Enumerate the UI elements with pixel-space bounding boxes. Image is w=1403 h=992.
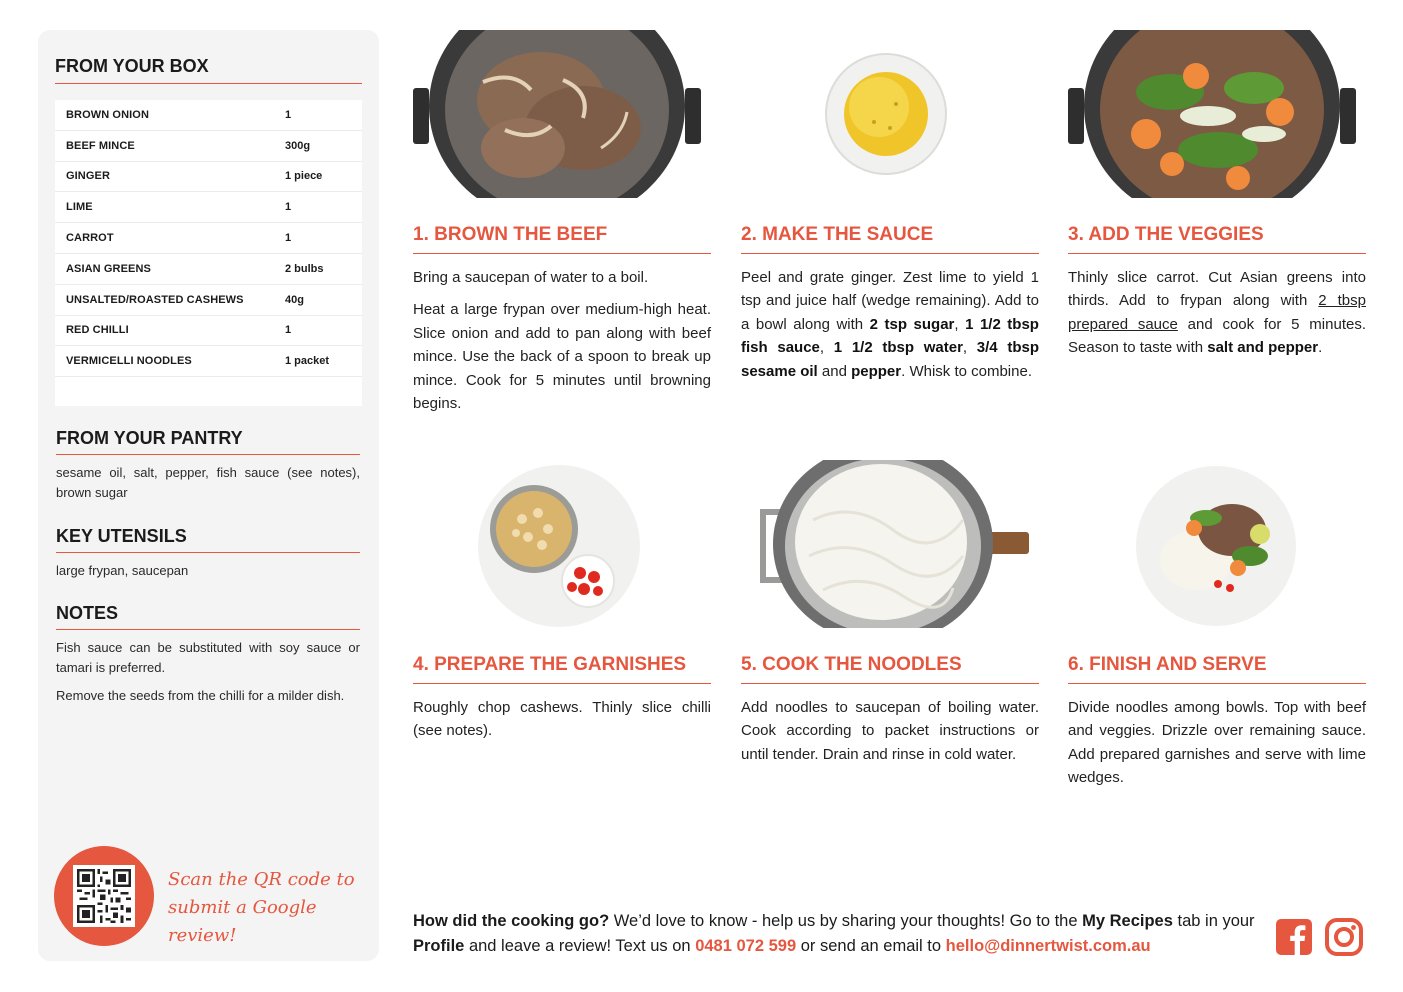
finished-dish-photo	[1134, 464, 1298, 628]
ingredient-qty: 1	[285, 108, 292, 121]
facebook-icon[interactable]	[1275, 918, 1313, 956]
phone-link[interactable]: 0481 072 599	[695, 937, 797, 955]
sidebar	[38, 30, 379, 961]
step-1-title: 1. BROWN THE BEEF	[413, 224, 711, 254]
ingredient-row	[55, 192, 362, 223]
sauce-bowl-photo	[824, 52, 948, 176]
pantry-text: sesame oil, salt, pepper, fish sauce (see notes), brown sugar	[56, 465, 360, 500]
ingredients-table	[55, 100, 362, 406]
step-2-bold: 1 1/2 tbsp fish sauce	[741, 315, 1039, 357]
step-3-title: 3. ADD THE VEGGIES	[1068, 224, 1366, 254]
step-3-paragraph	[1068, 266, 1366, 360]
brown-beef-photo	[413, 30, 701, 198]
ingredient-qty: 40g	[285, 293, 304, 306]
notes-section	[56, 603, 360, 706]
step-2-bold: 2 tsp sugar	[869, 315, 955, 333]
ingredient-qty: 1 packet	[285, 355, 330, 368]
ingredient-row	[55, 285, 362, 316]
step-2-title: 2. MAKE THE SAUCE	[741, 224, 1039, 254]
pantry-section	[56, 428, 360, 503]
step-2-text: and	[817, 362, 852, 380]
qr-code-icon	[73, 865, 135, 927]
step-2-text: Peel and grate ginger. Zest lime to yield 1 tsp and juice half (wedge remaining). Add to a bowl along with	[741, 269, 1039, 333]
ingredient-row	[55, 254, 362, 285]
ingredient-row	[55, 131, 362, 162]
ingredient-name: CARROT	[66, 232, 114, 245]
step-2-text: ,	[954, 315, 966, 333]
step-5-title: 5. COOK THE NOODLES	[741, 654, 1039, 684]
review-footer	[413, 909, 1263, 959]
utensils-text: large frypan, saucepan	[56, 563, 189, 578]
noodles-colander-photo	[753, 460, 1029, 628]
ingredient-row	[55, 316, 362, 347]
email-link[interactable]: hello@dinnertwist.com.au	[945, 937, 1151, 955]
footer-text: tab in your	[1172, 912, 1255, 930]
ingredient-name: BEEF MINCE	[66, 139, 135, 152]
footer-text: and leave a review! Text us on	[464, 937, 696, 955]
note-text: Fish sauce can be substituted with soy sauce or tamari is preferred.	[56, 640, 360, 675]
step-2-bold: pepper	[851, 362, 902, 380]
utensils-title: KEY UTENSILS	[56, 526, 360, 553]
instagram-icon[interactable]	[1325, 918, 1363, 956]
step-3-text: Thinly slice carrot. Cut Asian greens into thirds. Add to frypan along with	[1068, 269, 1366, 310]
veggies-pan-photo	[1068, 30, 1356, 198]
ingredient-qty: 1	[285, 324, 292, 337]
step-3-bold: salt and pepper	[1207, 339, 1319, 357]
step-6-body	[1068, 696, 1366, 790]
step-1-body	[413, 266, 711, 415]
step-3-body	[1068, 266, 1366, 360]
step-2-bold: 1 1/2 tbsp water	[833, 339, 963, 357]
pantry-title: FROM YOUR PANTRY	[56, 428, 360, 455]
step-6-title: 6. FINISH AND SERVE	[1068, 654, 1366, 684]
step-2-body	[741, 266, 1039, 383]
ingredient-name: UNSALTED/ROASTED CASHEWS	[66, 293, 244, 306]
ingredient-name: VERMICELLI NOODLES	[66, 355, 192, 368]
step-2-text: . Whisk to combine.	[901, 362, 1032, 380]
qr-circle	[54, 846, 154, 946]
step-3-text: .	[1318, 339, 1323, 357]
step-1-paragraph: Bring a saucepan of water to a boil.	[413, 269, 649, 286]
footer-my-recipes: My Recipes	[1082, 912, 1173, 930]
step-3-text: and cook for 5 minutes. Season to taste with	[1068, 315, 1366, 357]
note-text: Remove the seeds from the chilli for a milder dish.	[56, 688, 345, 703]
footer-question: How did the cooking go?	[413, 912, 610, 930]
ingredient-name: RED CHILLI	[66, 324, 129, 337]
ingredient-qty: 1	[285, 201, 292, 214]
ingredient-name: ASIAN GREENS	[66, 262, 151, 275]
step-2-paragraph	[741, 266, 1039, 383]
ingredient-name: BROWN ONION	[66, 108, 149, 121]
step-2-bold: 3/4 tbsp sesame oil	[741, 339, 1040, 380]
qr-cta-line: Scan the QR code to	[168, 869, 355, 890]
qr-code[interactable]	[54, 846, 154, 946]
qr-call-to-action	[168, 866, 368, 950]
garnishes-photo	[476, 463, 642, 629]
footer-text: or send an email to	[796, 937, 946, 955]
step-4-body	[413, 696, 711, 743]
step-6-paragraph: Divide noodles among bowls. Top with beef and veggies. Drizzle over remaining sauce. Add prepared garnishes and serve with lime wedges.	[1068, 699, 1366, 787]
footer-text: We’d love to know - help us by sharing your thoughts! Go to the	[609, 912, 1083, 930]
ingredient-qty: 300g	[285, 139, 311, 152]
ingredient-row	[55, 223, 362, 254]
ingredient-row	[55, 162, 362, 193]
ingredient-qty: 2 bulbs	[285, 262, 324, 275]
ingredient-row	[55, 100, 362, 131]
step-4-paragraph: Roughly chop cashews. Thinly slice chilli (see notes).	[413, 699, 711, 740]
step-5-body	[741, 696, 1039, 766]
qr-cta-line: submit a Google review!	[168, 897, 317, 946]
step-2-text: ,	[819, 339, 834, 357]
notes-title: NOTES	[56, 603, 360, 630]
from-your-box-title: FROM YOUR BOX	[55, 56, 362, 84]
utensils-section	[56, 526, 360, 581]
step-4-title: 4. PREPARE THE GARNISHES	[413, 654, 711, 684]
ingredient-qty: 1 piece	[285, 170, 323, 183]
ingredient-qty: 1	[285, 232, 292, 245]
ingredient-name: GINGER	[66, 170, 110, 183]
step-1-paragraph: Heat a large frypan over medium-high heat. Slice onion and add to pan along with beef mince. Use the back of a spoon to break up mince. Cook for 5 minutes until browning begins.	[413, 301, 711, 413]
ingredient-name: LIME	[66, 201, 93, 214]
step-5-paragraph: Add noodles to saucepan of boiling water. Cook according to packet instructions or until tender. Drain and rinse in cold water.	[741, 699, 1039, 763]
ingredient-row	[55, 346, 362, 377]
step-3-underline: 2 tbsp prepared sauce	[1068, 292, 1366, 333]
footer-profile: Profile	[413, 937, 465, 955]
step-2-text: ,	[962, 339, 977, 357]
